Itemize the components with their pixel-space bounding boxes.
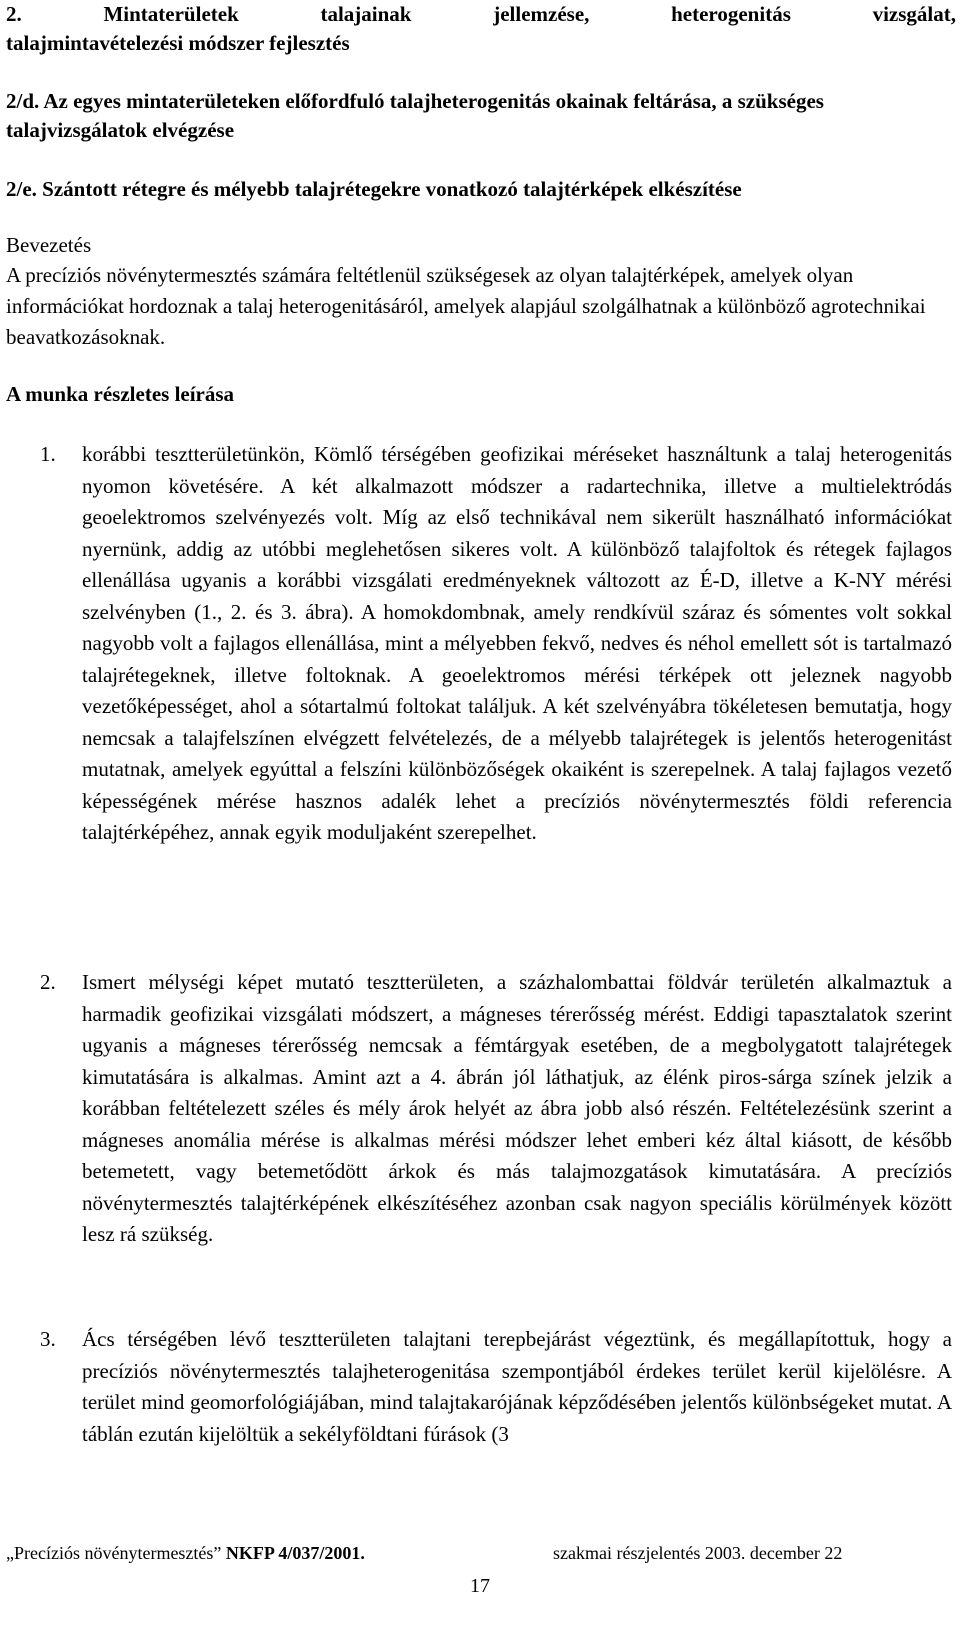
subheading-2d: 2/d. Az egyes mintaterületeken előfordfuló talajheterogenitás okainak feltárása, a szükséges talajvizsgálatok elvégzése	[6, 89, 824, 142]
intro-title: Bevezetés	[6, 233, 92, 257]
list-item	[6, 439, 952, 849]
footer-project-name: „Precíziós növénytermesztés”	[6, 1543, 222, 1563]
subheading-2e: 2/e. Szántott rétegre és mélyebb talajrétegekre vonatkozó talajtérképek elkészítése	[6, 177, 742, 201]
list-item-number: 1.	[40, 442, 56, 466]
footer-project-code: NKFP 4/037/2001.	[225, 1543, 365, 1563]
intro-text: A precíziós növénytermesztés számára feltétlenül szükségesek az olyan talajtérképek, amelyek olyan információkat hordoznak a talaj heterogenitásáról, amelyek alapjául szolgálhatnak a különböző agrotechnikai beavatkozásoknak.	[6, 263, 926, 349]
list-item-number: 3.	[40, 1327, 56, 1351]
list-item-number: 2.	[40, 970, 56, 994]
list-item-text: Ismert mélységi képet mutató tesztterületen, a százhalombattai földvár területén alkalmaztuk a harmadik geofizikai vizsgálati módszert, a mágneses térerősség mérést. Eddigi tapasztalatok szerint ugyanis a mágneses térerősség nemcsak a fémtárgyak esetében, de a megbolygatott talajrétegek kimutatására is alkalmas. Amint azt a 4. ábrán jól láthatjuk, az élénk piros-sárga színek jelzik a korábban feltételezett széles és mély árok helyét az ábra jobb alsó részén. Feltételezésünk szerint a mágneses anomália mérése is alkalmas mérési módszer lehet emberi kéz által kiásott, de később betemetett, vagy betemetődött árkok és más talajmozgatások kimutatására. A precíziós növénytermesztés talajtérképének elkészítéséhez azonban csak nagyon speciális körülmények között lesz rá szükség.	[82, 970, 952, 1246]
list-item	[6, 1324, 952, 1450]
list-item-text: Ács térségében lévő tesztterületen talajtani terepbejárást végeztünk, és megállapítottuk, hogy a precíziós növénytermesztés talajheterogenitása szempontjából érdekes terület kerül kijelölésre. A terület mind geomorfológiájában, mind talajtakarójának képződésében jelentős különbségeket mutat. A táblán ezután kijelöltük a sekélyföldtani fúrások (3	[82, 1327, 952, 1446]
list-item-text: korábbi tesztterületünkön, Kömlő térségében geofizikai méréseket használtunk a talaj heterogenitás nyomon követésére. A két alkalmazott módszer a radartechnika, illetve a multielektródás geoelektromos szelvényezés volt. Míg az első technikával nem sikerült használható információkat nyernünk, addig az utóbbi meglehetősen sikeres volt. A különböző talajfoltok és rétegek fajlagos ellenállása ugyanis a korábbi vizsgálati eredményeknek változott az É-D, illetve a K-NY mérési szelvényben (1., 2. és 3. ábra). A homokdombnak, amely rendkívül száraz és sómentes volt sokkal nagyobb volt a fajlagos ellenállása, mint a mélyebben fekvő, nedves és néhol emellett sót is tartalmazó talajrétegeknek, illetve foltoknak. A geoelektromos mérési térképek ott jeleznek nagyobb vezetőképességet, ahol a sótartalmú foltokat találjuk. A két szelvényábra tökéletesen bemutatja, hogy nemcsak a talajfelszínen elvégzett felvételezés, de a mélyebb talajrétegek is jelentős heterogenitást mutatnak, amelyek egyúttal a felszíni különbözőségek okaiként is szerepelnek. A talaj fajlagos vezető képességének mérése hasznos adalék lehet a precíziós növénytermesztés földi referencia talajtérképéhez, annak egyik moduljaként szerepelhet.	[82, 442, 952, 844]
work-title: A munka részletes leírása	[6, 382, 235, 406]
page-number: 17	[470, 1575, 490, 1597]
list-item	[6, 967, 952, 1251]
section-heading-line1: 2. Mintaterületek talajainak jellemzése, heterogenitás vizsgálat,	[6, 2, 956, 26]
footer-project	[6, 1541, 365, 1565]
footer-report: szakmai részjelentés 2003. december 22	[553, 1543, 843, 1563]
section-heading: talajmintavételezési módszer fejlesztés	[6, 31, 350, 55]
